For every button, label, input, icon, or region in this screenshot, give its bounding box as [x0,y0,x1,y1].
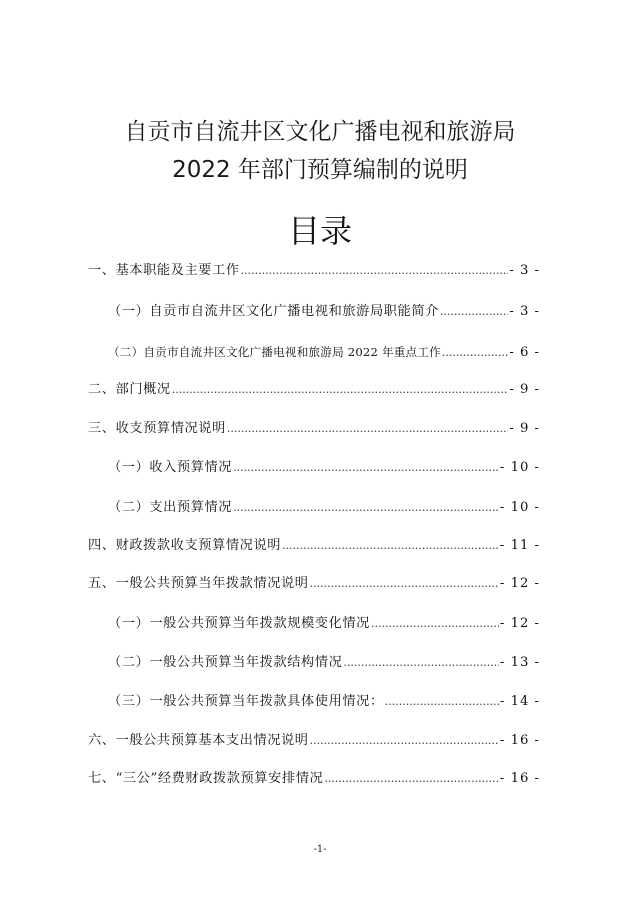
toc-entry-label: 一、基本职能及主要工作 [88,263,240,278]
toc-entry[interactable] [108,652,540,674]
toc-entry[interactable] [108,457,540,479]
toc-entry[interactable] [108,497,540,519]
toc-entry[interactable] [88,573,540,595]
toc-entry-label: 七、“三公”经费财政拨款预算安排情况 [88,771,324,786]
toc-entry[interactable] [88,768,540,790]
toc-entry-page: - 16 - [499,733,540,748]
toc-entry-label: （一）一般公共预算当年拨款规模变化情况 [108,616,370,631]
toc-entry[interactable] [88,730,540,752]
toc-entry[interactable] [108,691,540,713]
toc-entry-page: - 3 - [509,304,540,319]
toc-entry-label: 三、收支预算情况说明 [88,421,226,436]
toc-entry-label: （二）支出预算情况 [108,500,233,515]
toc-entry[interactable] [88,260,540,282]
toc-entry-page: - 3 - [509,263,540,278]
toc-entry-page: - 16 - [499,771,540,786]
toc-entry-page: - 9 - [509,382,540,397]
toc-entry[interactable] [108,301,540,323]
toc-entry-label: 六、一般公共预算基本支出情况说明 [88,733,309,748]
toc-entry-page: - 12 - [499,576,540,591]
toc-entry-page: - 6 - [509,345,540,360]
toc-entry-label: （二）自贡市自流井区文化广播电视和旅游局 2022 年重点工作 [108,345,441,359]
toc-dot-leader [440,301,508,323]
toc-dot-leader [310,573,499,595]
toc-entry-page: - 10 - [499,460,540,475]
toc-entry-label: （二）一般公共预算当年拨款结构情况 [108,655,343,670]
toc-dot-leader [233,497,499,519]
toc-dot-leader [233,457,499,479]
page-number-footer: -1- [313,844,327,855]
toc-entry-page: - 13 - [499,655,540,670]
toc-dot-leader [343,652,499,674]
toc-dot-leader [324,768,499,790]
toc-entry-page: - 10 - [499,500,540,515]
toc-dot-leader [371,613,499,635]
toc-entry[interactable] [88,535,540,557]
toc-entry-label: （一）自贡市自流井区文化广播电视和旅游局职能简介 [108,304,439,319]
toc-entry[interactable] [108,613,540,635]
toc-entry-page: - 14 - [499,694,540,709]
toc-dot-leader [282,535,499,557]
toc-entry[interactable] [108,341,540,363]
toc-dot-leader [310,730,499,752]
toc-entry[interactable] [88,379,540,401]
toc-entry-label: （三）一般公共预算当年拨款具体使用情况： [108,694,384,709]
toc-dot-leader [442,342,508,364]
toc-entry-label: 四、财政拨款收支预算情况说明 [88,538,282,553]
toc-entry-page: - 11 - [499,538,540,553]
toc-heading: 目录 [287,212,352,250]
toc-entry-label: （一）收入预算情况 [108,460,233,475]
document-title-line-2: 2022 年部门预算编制的说明 [172,157,468,183]
toc-entry[interactable] [88,418,540,440]
toc-dot-leader [385,691,499,713]
toc-dot-leader [172,379,509,401]
toc-dot-leader [241,260,509,282]
toc-entry-page: - 9 - [509,421,540,436]
toc-dot-leader [227,418,508,440]
document-title-line-1: 自贡市自流井区文化广播电视和旅游局 [124,119,516,145]
toc-entry-page: - 12 - [499,616,540,631]
toc-entry-label: 五、一般公共预算当年拨款情况说明 [88,576,309,591]
toc-entry-label: 二、部门概况 [88,382,171,397]
